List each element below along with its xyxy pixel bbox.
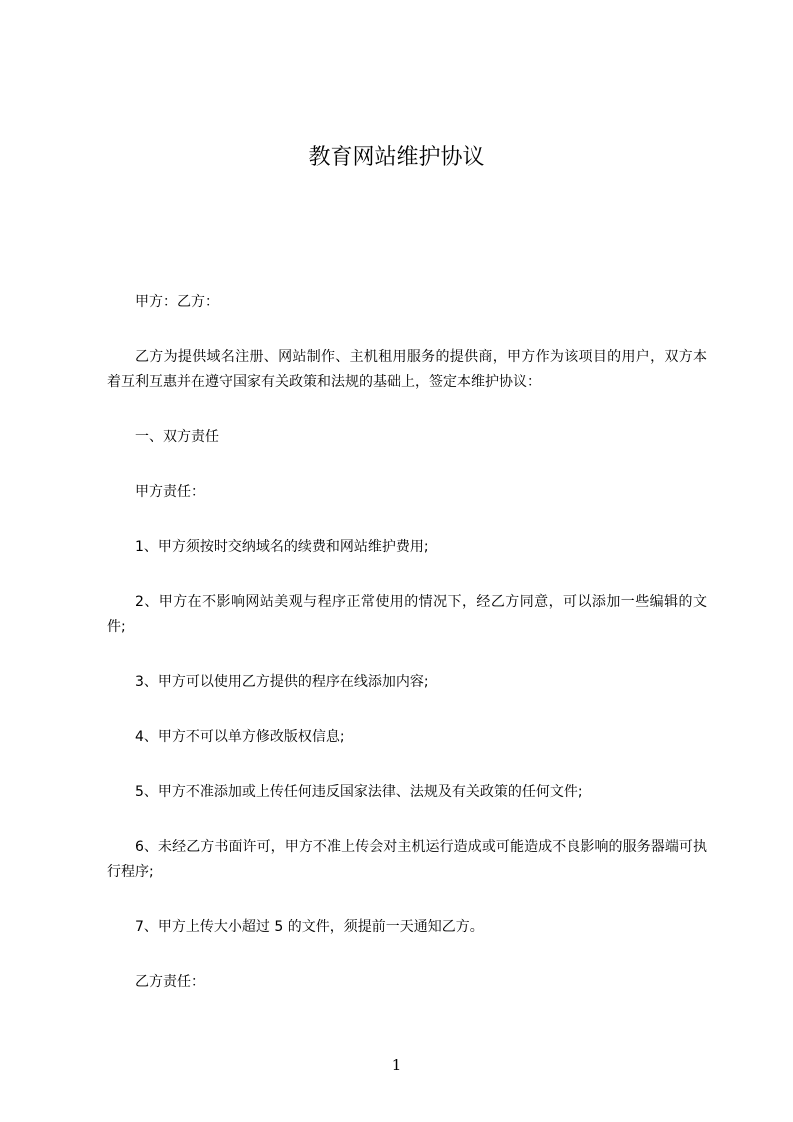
page-number: 1	[391, 1056, 402, 1074]
clause-item: 4、甲方不可以单方修改版权信息;	[135, 729, 345, 745]
clause-item: 5、甲方不准添加或上传任何违反国家法律、法规及有关政策的任何文件;	[135, 784, 583, 800]
document-title: 教育网站维护协议	[308, 145, 485, 170]
intro-paragraph: 乙方为提供域名注册、网站制作、主机租用服务的提供商，甲方作为该项目的用户，双方本着互利互惠并在遵守国家有关政策和法规的基础上，签定本维护协议：	[107, 349, 707, 390]
clause-item: 7、甲方上传大小超过 5 的文件，须提前一天通知乙方。	[135, 919, 484, 935]
clause-item: 3、甲方可以使用乙方提供的程序在线添加内容;	[135, 674, 429, 690]
party-a-heading: 甲方责任：	[135, 484, 205, 500]
section-heading: 一、双方责任	[135, 429, 219, 445]
document-body	[107, 290, 707, 995]
clause-item: 2、甲方在不影响网站美观与程序正常使用的情况下，经乙方同意，可以添加一些编辑的文件;	[107, 594, 707, 635]
clause-item: 1、甲方须按时交纳域名的续费和网站维护费用;	[135, 539, 429, 555]
party-b-heading: 乙方责任：	[135, 974, 205, 990]
parties-line: 甲方：乙方：	[135, 294, 219, 310]
clause-item: 6、未经乙方书面许可，甲方不准上传会对主机运行造成或可能造成不良影响的服务器端可执行程序;	[107, 839, 707, 880]
